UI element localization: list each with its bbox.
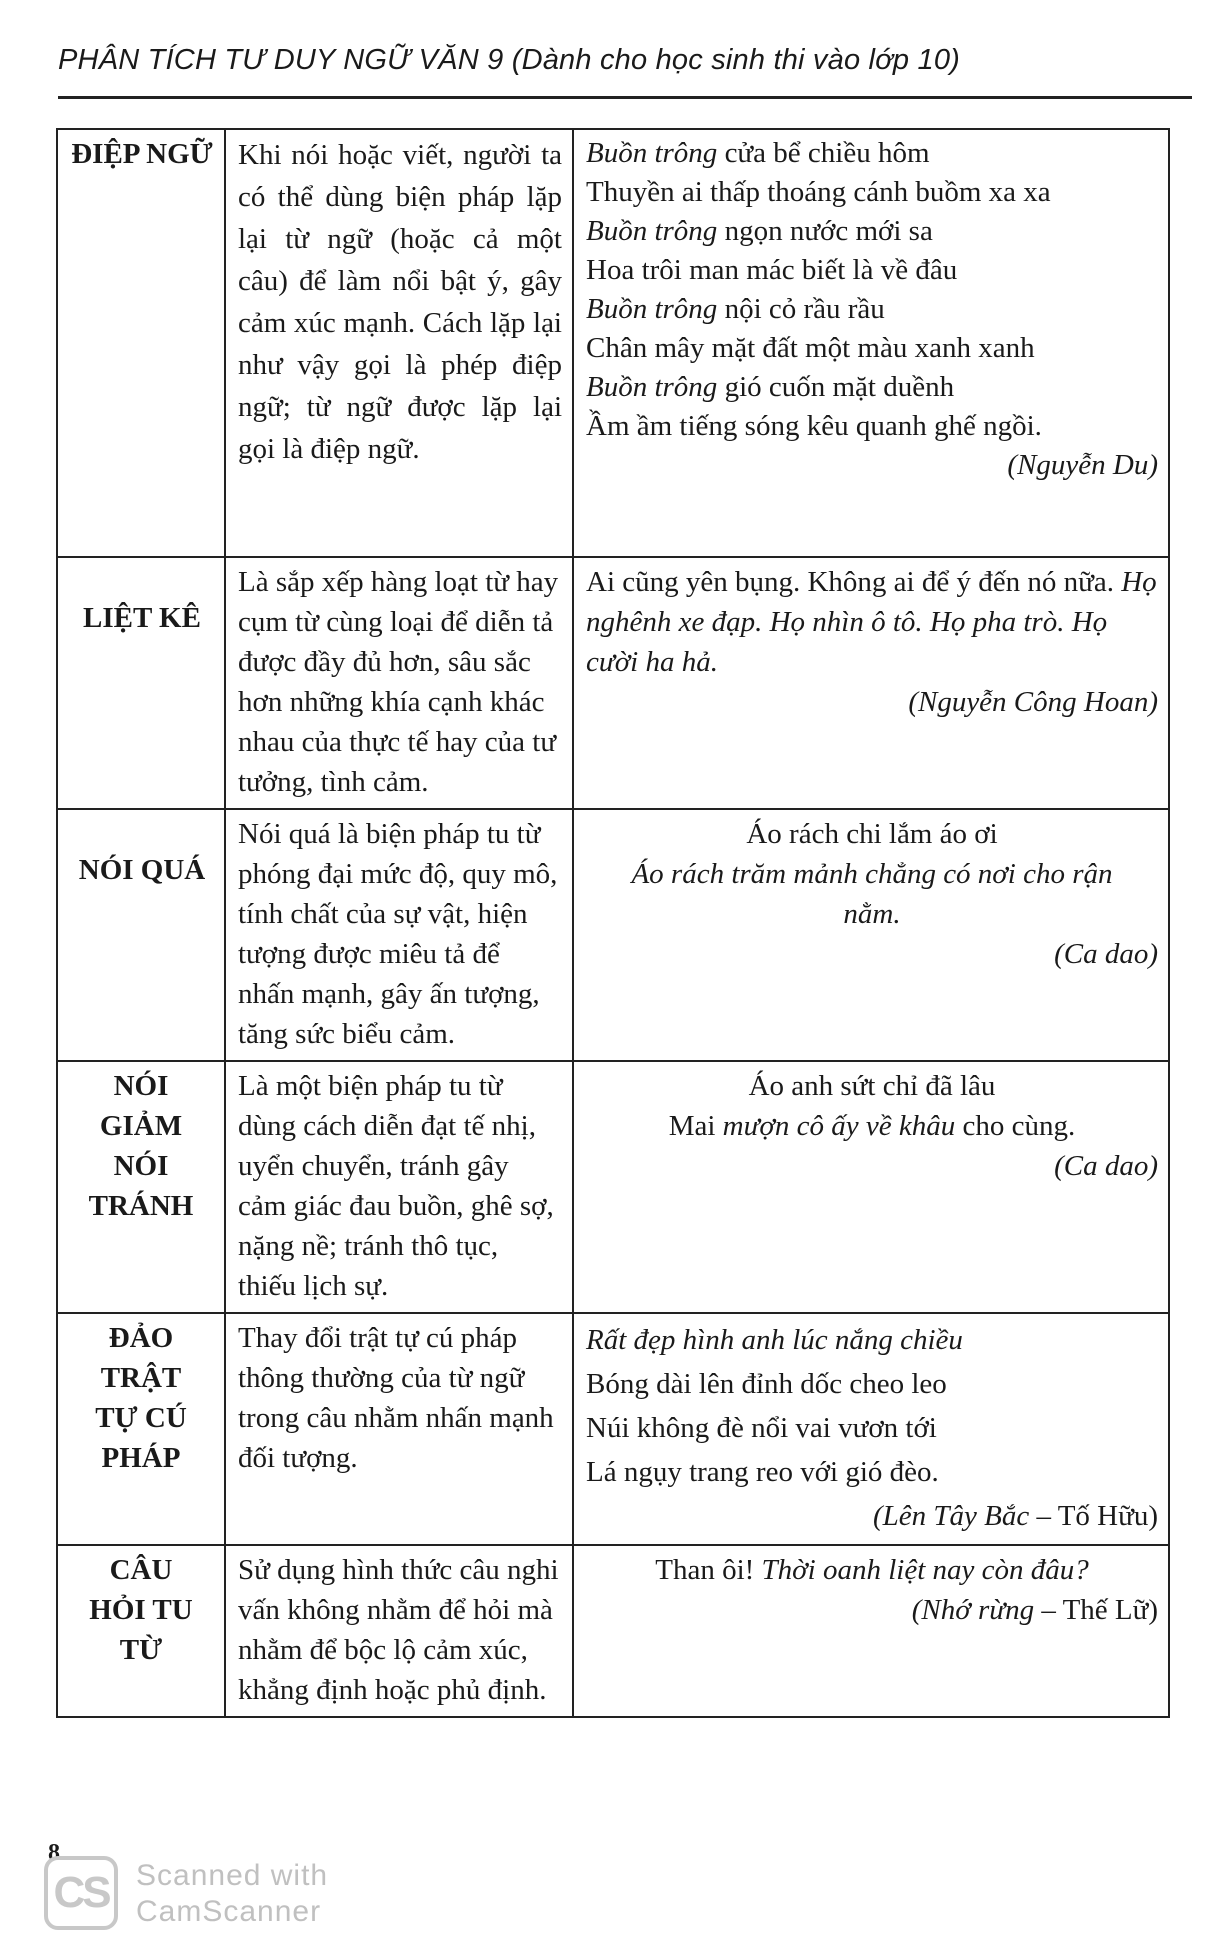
example-text: nội cỏ rầu rầu	[717, 293, 885, 325]
example-line: Ầm ầm tiếng sóng kêu quanh ghế ngồi.	[586, 410, 1042, 442]
camscanner-logo-icon: CS	[44, 1856, 118, 1930]
table-row-cau-hoi-tu-tu	[57, 1545, 1169, 1717]
example-line	[586, 1550, 1158, 1590]
example-italic: Buồn trông	[586, 293, 718, 325]
example-source	[586, 1590, 1158, 1630]
example-source: (Ca dao)	[1054, 938, 1158, 970]
definition-cell: Thay đổi trật tự cú pháp thông thường của từ ngữ trong câu nhằm nhấn mạnh đối tượng.	[225, 1313, 573, 1545]
example-source	[586, 1494, 1158, 1538]
example-text: Than ôi!	[655, 1554, 762, 1586]
example-text: Mai	[668, 1110, 723, 1142]
rhetoric-table	[56, 128, 1170, 1718]
example-line: Áo rách chi lắm áo ơi	[746, 818, 998, 850]
term-cell: LIỆT KÊ	[57, 557, 225, 809]
example-italic: Thời oanh liệt nay còn đâu?	[761, 1554, 1089, 1586]
example-italic: (Lên Tây Bắc	[872, 1500, 1030, 1532]
example-italic: Buồn trông	[586, 137, 718, 169]
term-cell: ĐẢO TRẬT TỰ CÚ PHÁP	[57, 1313, 225, 1545]
definition-cell: Là sắp xếp hàng loạt từ hay cụm từ cùng loại để diễn tả được đầy đủ hơn, sâu sắc hơn những khía cạnh khác nhau của thực tế hay của tư tưởng, tình cảm.	[225, 557, 573, 809]
example-cell	[573, 1313, 1169, 1545]
header-rule	[58, 96, 1192, 99]
example-text: – Tố Hữu)	[1029, 1500, 1158, 1532]
example-line: Bóng dài lên đỉnh dốc cheo leo	[586, 1368, 947, 1400]
term-cell: NÓI GIẢM NÓI TRÁNH	[57, 1061, 225, 1313]
example-line: Núi không đè nổi vai vươn tới	[586, 1412, 937, 1444]
example-line	[586, 1106, 1158, 1146]
example-cell	[573, 129, 1169, 557]
example-cell	[573, 1545, 1169, 1717]
example-italic: Họ nghênh xe đạp. Họ nhìn ô tô. Họ pha trò. Họ cười ha hả.	[586, 566, 1157, 678]
example-line: Thuyền ai thấp thoáng cánh buồm xa xa	[586, 176, 1051, 208]
page-header: PHÂN TÍCH TƯ DUY NGỮ VĂN 9 (Dành cho học sinh thi vào lớp 10)	[58, 44, 961, 76]
definition-cell: Sử dụng hình thức câu nghi vấn không nhằm để hỏi mà nhằm để bộc lộ cảm xúc, khẳng định hoặc phủ định.	[225, 1545, 573, 1717]
example-text: cửa bể chiều hôm	[717, 137, 930, 169]
table-row-noi-giam-noi-tranh	[57, 1061, 1169, 1313]
watermark-line: Scanned with	[136, 1859, 329, 1892]
term-cell: ĐIỆP NGỮ	[57, 129, 225, 557]
term-cell: CÂU HỎI TU TỪ	[57, 1545, 225, 1717]
example-cell	[573, 809, 1169, 1061]
table-row-liet-ke	[57, 557, 1169, 809]
example-line: Áo anh sứt chỉ đã lâu	[748, 1070, 996, 1102]
example-text: ngọn nước mới sa	[717, 215, 933, 247]
example-line	[586, 368, 1158, 407]
example-cell	[573, 1061, 1169, 1313]
example-italic: Buồn trông	[586, 215, 718, 247]
example-italic: Buồn trông	[586, 371, 718, 403]
watermark-line: CamScanner	[136, 1895, 322, 1928]
example-source: (Nguyễn Du)	[1007, 449, 1158, 481]
example-line	[586, 290, 1158, 329]
example-text: – Thế Lữ)	[1034, 1594, 1158, 1626]
example-line: Áo rách trăm mảnh chẳng có nơi cho rận nằm.	[631, 858, 1113, 930]
definition-cell: Nói quá là biện pháp tu từ phóng đại mức độ, quy mô, tính chất của sự vật, hiện tượng được miêu tả để nhấn mạnh, gây ấn tượng, tăng sức biểu cảm.	[225, 809, 573, 1061]
definition-text: Khi nói hoặc viết, người ta có thể dùng biện pháp lặp lại từ ngữ (hoặc cả một câu) để làm nổi bật ý, gây cảm xúc mạnh. Cách lặp lại như vậy gọi là phép điệp ngữ; từ ngữ được lặp lại gọi là điệp ngữ.	[238, 139, 562, 465]
example-line: Chân mây mặt đất một màu xanh xanh	[586, 332, 1035, 364]
example-line: Lá ngụy trang reo với gió đèo.	[586, 1456, 939, 1488]
example-source: (Nguyễn Công Hoan)	[908, 686, 1158, 718]
example-line	[586, 134, 1158, 173]
table-row-noi-qua	[57, 809, 1169, 1061]
example-line	[586, 212, 1158, 251]
example-italic: (Nhớ rừng	[911, 1594, 1035, 1626]
example-line: Hoa trôi man mác biết là về đâu	[586, 254, 958, 286]
example-text: gió cuốn mặt duềnh	[717, 371, 955, 403]
definition-cell	[225, 129, 573, 557]
page-number: 8	[48, 1840, 60, 1866]
definition-cell: Là một biện pháp tu từ dùng cách diễn đạt tế nhị, uyển chuyển, tránh gây cảm giác đau buồn, ghê sợ, nặng nề; tránh thô tục, thiếu lịch sự.	[225, 1061, 573, 1313]
example-source: (Ca dao)	[1054, 1150, 1158, 1182]
example-text: Ai cũng yên bụng. Không ai để ý đến nó nữa.	[586, 566, 1122, 598]
example-line: Rất đẹp hình anh lúc nắng chiều	[586, 1324, 963, 1356]
table-row-dao-trat-tu-cu-phap	[57, 1313, 1169, 1545]
term-cell: NÓI QUÁ	[57, 809, 225, 1061]
table-row-diep-ngu	[57, 129, 1169, 557]
example-cell	[573, 557, 1169, 809]
example-text: cho cùng.	[955, 1110, 1076, 1142]
example-italic: mượn cô ấy về khâu	[722, 1110, 956, 1142]
scanner-watermark	[136, 1858, 328, 1930]
